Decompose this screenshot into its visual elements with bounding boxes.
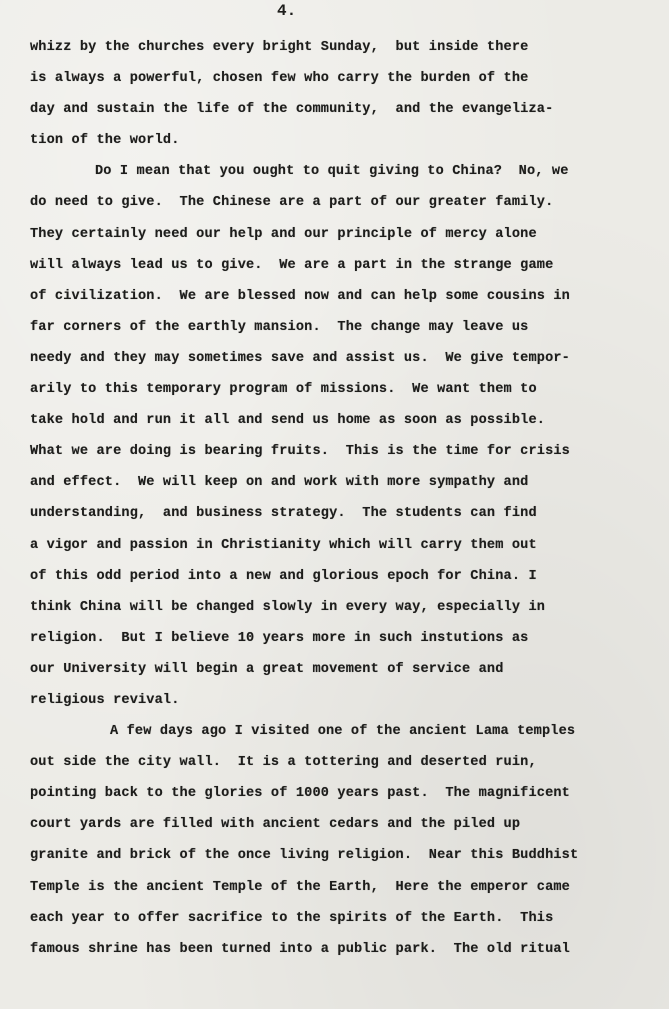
body-text bbox=[30, 32, 660, 965]
text-line: arily to this temporary program of missions. We want them to bbox=[30, 382, 537, 398]
text-line: think China will be changed slowly in every way, especially in bbox=[30, 599, 546, 615]
text-line: They certainly need our help and our principle of mercy alone bbox=[30, 226, 537, 242]
text-line: What we are doing is bearing fruits. This is the time for crisis bbox=[30, 444, 570, 460]
text-line: pointing back to the glories of 1000 years past. The magnificent bbox=[30, 786, 570, 802]
text-line: court yards are filled with ancient cedars and the piled up bbox=[30, 817, 521, 833]
text-line: far corners of the earthly mansion. The change may leave us bbox=[30, 319, 529, 335]
text-line: a vigor and passion in Christianity which will carry them out bbox=[30, 537, 537, 553]
text-line: Temple is the ancient Temple of the Earth, Here the emperor came bbox=[30, 879, 570, 895]
text-line: and effect. We will keep on and work with more sympathy and bbox=[30, 475, 529, 491]
text-line: do need to give. The Chinese are a part of our greater family. bbox=[30, 195, 554, 211]
paragraph-start-line: A few days ago I visited one of the ancient Lama temples bbox=[110, 724, 576, 740]
text-line: religion. But I believe 10 years more in such instutions as bbox=[30, 630, 529, 646]
text-line: needy and they may sometimes save and assist us. We give tempor- bbox=[30, 350, 570, 366]
text-line: is always a powerful, chosen few who carry the burden of the bbox=[30, 71, 529, 87]
text-line: each year to offer sacrifice to the spirits of the Earth. This bbox=[30, 910, 554, 926]
text-line: whizz by the churches every bright Sunday, but inside there bbox=[30, 40, 529, 55]
text-line: of civilization. We are blessed now and can help some cousins in bbox=[30, 288, 570, 304]
text-line: religious revival. bbox=[30, 692, 180, 708]
text-line: famous shrine has been turned into a public park. The old ritual bbox=[30, 941, 570, 957]
text-line: understanding, and business strategy. The students can find bbox=[30, 506, 537, 522]
text-line: take hold and run it all and send us home as soon as possible. bbox=[30, 413, 546, 429]
text-line: tion of the world. bbox=[30, 133, 180, 149]
text-line: will always lead us to give. We are a part in the strange game bbox=[30, 257, 554, 273]
text-line: out side the city wall. It is a tottering and deserted ruin, bbox=[30, 755, 537, 771]
text-line: granite and brick of the once living religion. Near this Buddhist bbox=[30, 848, 579, 864]
paragraph-start-line: Do I mean that you ought to quit giving to China? No, we bbox=[95, 164, 569, 180]
text-line: of this odd period into a new and glorious epoch for China. I bbox=[30, 568, 537, 584]
text-line: our University will begin a great movement of service and bbox=[30, 661, 504, 677]
page-number: 4. bbox=[277, 2, 297, 20]
text-line: day and sustain the life of the community, and the evangeliza- bbox=[30, 102, 554, 118]
